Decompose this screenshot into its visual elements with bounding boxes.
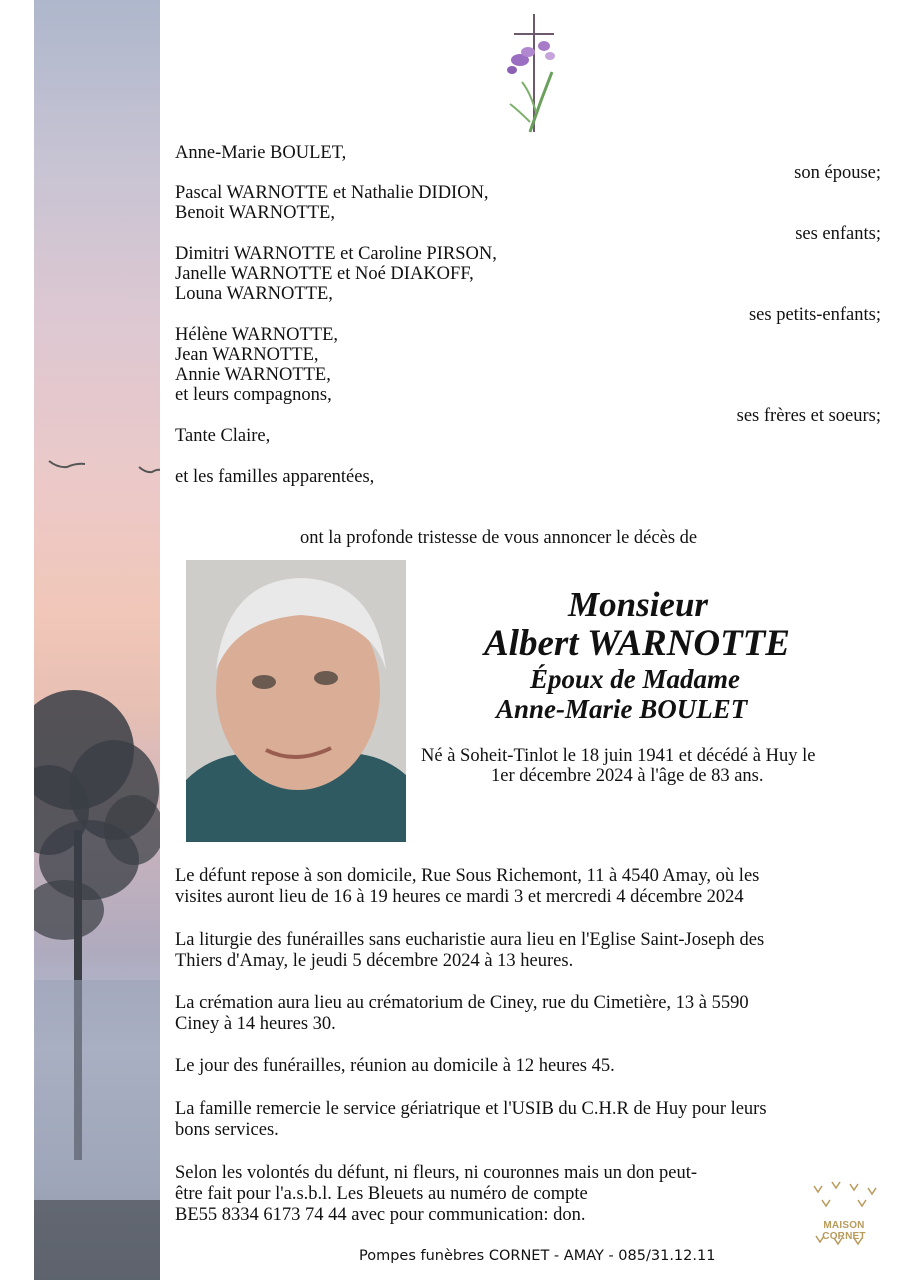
deceased-name: Albert WARNOTTE [484, 623, 790, 664]
birth-death-line: 1er décembre 2024 à l'âge de 83 ans. [491, 766, 764, 786]
siblings-line: et leurs compagnons, [175, 385, 332, 405]
siblings-role: ses frères et soeurs; [736, 406, 881, 426]
deceased-title: Monsieur [568, 585, 709, 624]
cross-with-flowers-icon [500, 12, 570, 137]
tree-silhouette [34, 680, 160, 1280]
spouse-names: Anne-Marie BOULET, [175, 143, 347, 163]
grandchildren-role: ses petits-enfants; [748, 305, 881, 325]
grandchildren-line: Louna WARNOTTE, [175, 284, 333, 304]
children-line: Pascal WARNOTTE et Nathalie DIDION, [175, 183, 489, 203]
maison-cornet-logo [804, 1178, 884, 1248]
detail-paragraph: La famille remercie le service gériatrique et l'USIB du C.H.R de Huy pour leurs bons services. [175, 1099, 767, 1140]
siblings-line: Jean WARNOTTE, [175, 345, 319, 365]
grandchildren-line: Janelle WARNOTTE et Noé DIAKOFF, [175, 264, 474, 284]
grandchildren-line: Dimitri WARNOTTE et Caroline PIRSON, [175, 244, 497, 264]
spouse-title: Époux de Madame [530, 664, 741, 694]
deceased-portrait [186, 560, 406, 842]
detail-paragraph: La liturgie des funérailles sans eucharistie aura lieu en l'Eglise Saint-Joseph des Thiers d'Amay, le jeudi 5 décembre 2024 à 13 heures. [175, 930, 765, 971]
spouse-name: Anne-Marie BOULET [496, 694, 748, 724]
detail-paragraph: La crémation aura lieu au crématorium de Ciney, rue du Cimetière, 13 à 5590 Ciney à 14 heures 30. [175, 993, 749, 1034]
sky-sidebar-image [34, 0, 160, 1280]
bird-icon [48, 458, 86, 472]
footer-contact: Pompes funèbres CORNET - AMAY - 085/31.12.11 [359, 1248, 716, 1264]
logo-text: MAISON CORNET [822, 1220, 866, 1242]
families-line: et les familles apparentées, [175, 467, 375, 487]
siblings-line: Hélène WARNOTTE, [175, 325, 339, 345]
detail-paragraph: Le défunt repose à son domicile, Rue Sous Richemont, 11 à 4540 Amay, où les visites auront lieu de 16 à 19 heures ce mardi 3 et mercredi 4 décembre 2024 [175, 866, 760, 907]
children-role: ses enfants; [795, 224, 881, 244]
announcement: ont la profonde tristesse de vous annoncer le décès de [300, 528, 698, 548]
spouse-role: son épouse; [794, 163, 881, 183]
siblings-line: Annie WARNOTTE, [175, 365, 331, 385]
detail-paragraph: Le jour des funérailles, réunion au domicile à 12 heures 45. [175, 1056, 615, 1076]
detail-paragraph: Selon les volontés du défunt, ni fleurs, ni couronnes mais un don peut- être fait pour l'a.s.b.l. Les Bleuets au numéro de compte BE55 8334 6173 74 44 avec pour communication: don. [175, 1163, 698, 1225]
children-line: Benoit WARNOTTE, [175, 203, 335, 223]
bird-icon [138, 464, 160, 476]
birth-death-line: Né à Soheit-Tinlot le 18 juin 1941 et décédé à Huy le [421, 746, 816, 766]
aunt-line: Tante Claire, [175, 426, 271, 446]
